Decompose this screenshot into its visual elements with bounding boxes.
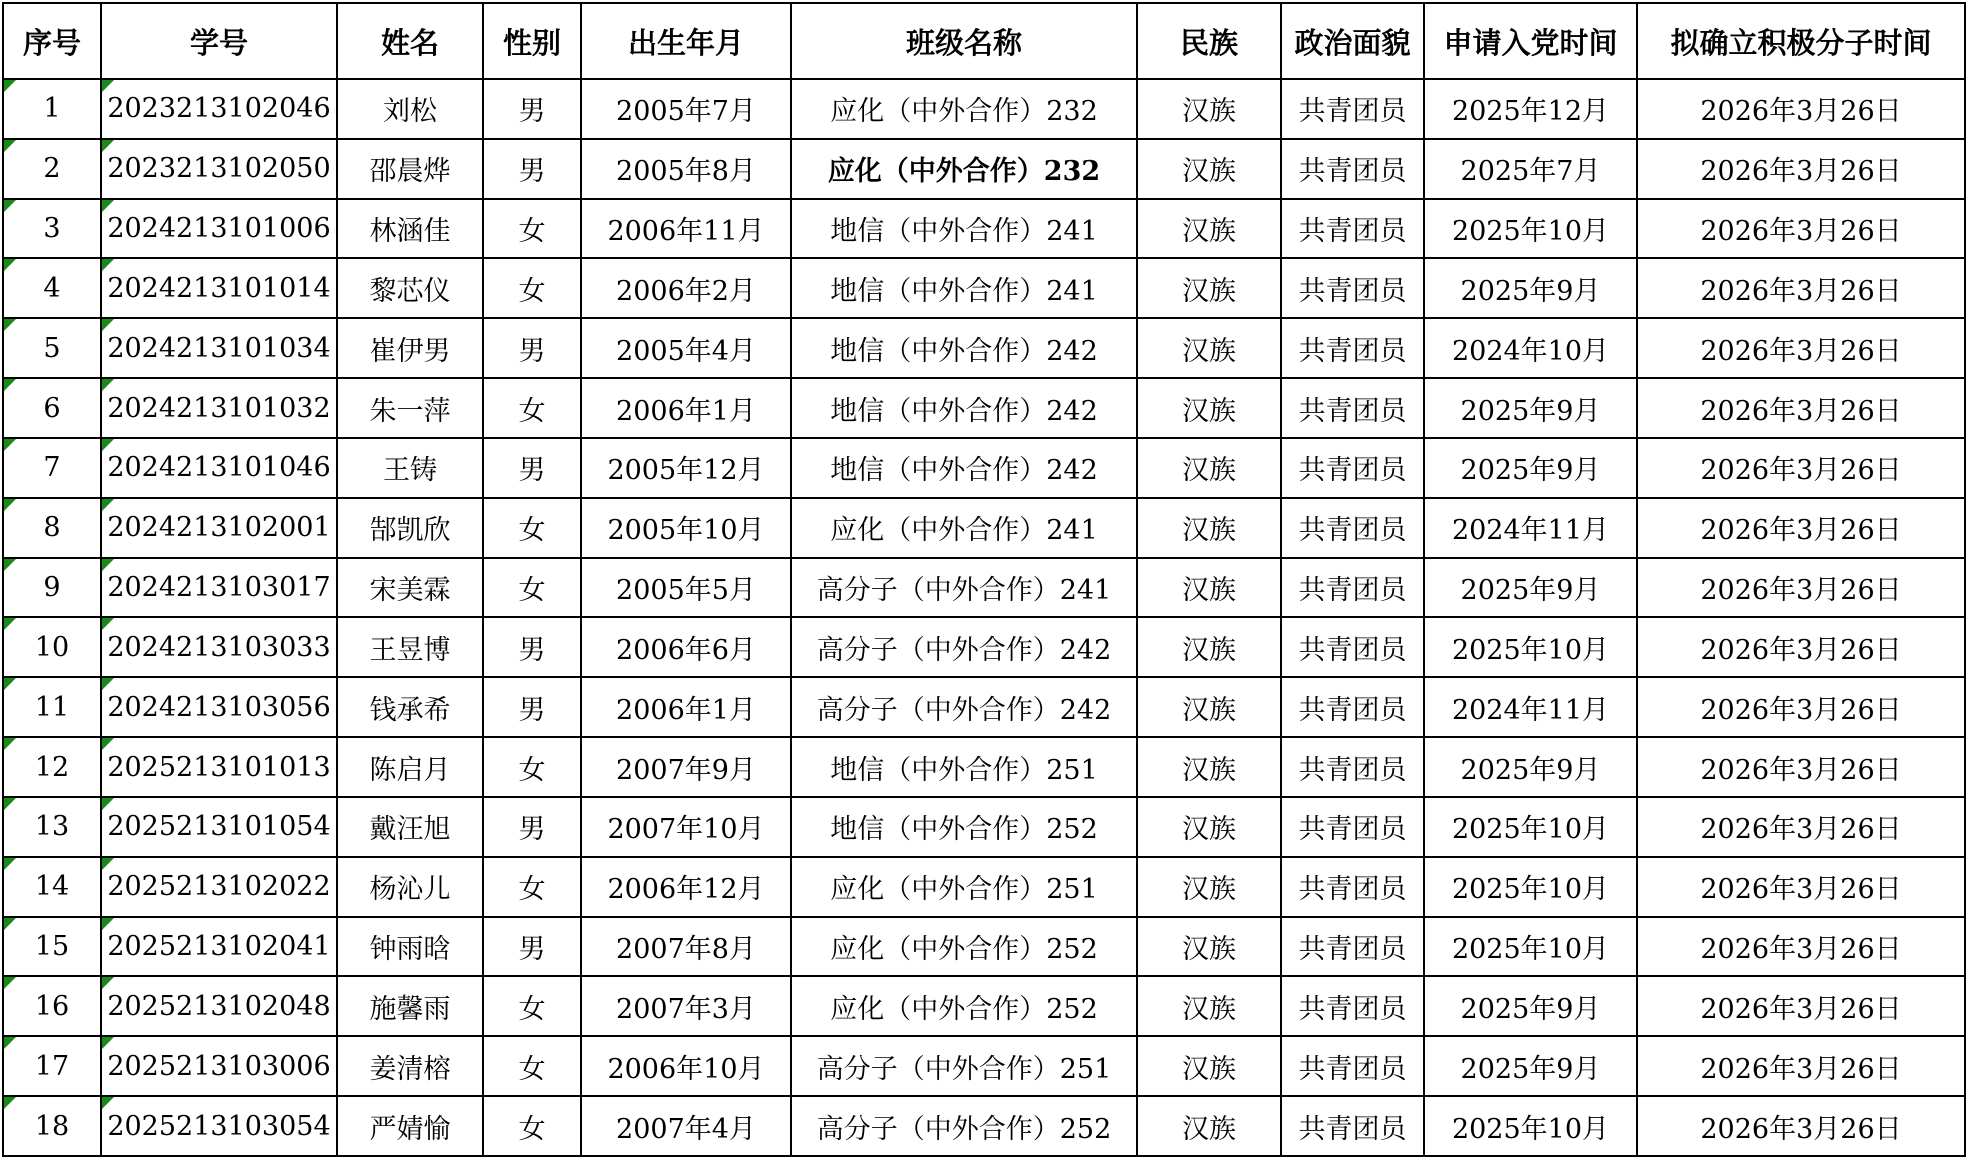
cell-political-status[interactable]: 共青团员: [1281, 677, 1424, 737]
cell-name[interactable]: 钟雨晗: [337, 917, 483, 977]
cell-seq[interactable]: 16: [3, 976, 101, 1036]
cell-activist-date[interactable]: 2026年3月26日: [1637, 1036, 1965, 1096]
cell-student-id[interactable]: 2025213102022: [101, 857, 337, 917]
cell-name[interactable]: 崔伊男: [337, 318, 483, 378]
cell-gender[interactable]: 男: [483, 318, 581, 378]
cell-name[interactable]: 朱一萍: [337, 378, 483, 438]
cell-class-name[interactable]: 应化（中外合作）252: [791, 917, 1137, 977]
cell-application-date[interactable]: 2025年10月: [1424, 857, 1637, 917]
cell-birth-month[interactable]: 2006年1月: [581, 378, 791, 438]
student-table: [2, 2, 1966, 1157]
table-row: [3, 797, 1965, 857]
cell-gender[interactable]: 女: [483, 558, 581, 618]
cell-application-date[interactable]: 2025年10月: [1424, 199, 1637, 259]
cell-student-id[interactable]: 2024213103033: [101, 617, 337, 677]
cell-birth-month[interactable]: 2005年12月: [581, 438, 791, 498]
header-political-status: 政治面貌: [1281, 3, 1424, 79]
table-row: [3, 258, 1965, 318]
cell-activist-date[interactable]: 2026年3月26日: [1637, 438, 1965, 498]
cell-political-status[interactable]: 共青团员: [1281, 139, 1424, 199]
cell-application-date[interactable]: 2025年9月: [1424, 558, 1637, 618]
cell-gender[interactable]: 女: [483, 199, 581, 259]
cell-activist-date[interactable]: 2026年3月26日: [1637, 558, 1965, 618]
cell-name[interactable]: 宋美霖: [337, 558, 483, 618]
table-row: [3, 438, 1965, 498]
cell-class-name[interactable]: 高分子（中外合作）242: [791, 677, 1137, 737]
header-row: [3, 3, 1965, 79]
cell-class-name[interactable]: 应化（中外合作）232: [791, 79, 1137, 139]
cell-student-id[interactable]: 2025213103054: [101, 1096, 337, 1156]
cell-ethnicity[interactable]: 汉族: [1137, 558, 1281, 618]
cell-activist-date[interactable]: 2026年3月26日: [1637, 498, 1965, 558]
cell-birth-month[interactable]: 2005年8月: [581, 139, 791, 199]
table-header: [3, 3, 1965, 79]
header-ethnicity: 民族: [1137, 3, 1281, 79]
table-row: [3, 917, 1965, 977]
cell-political-status[interactable]: 共青团员: [1281, 617, 1424, 677]
cell-gender[interactable]: 男: [483, 797, 581, 857]
cell-application-date[interactable]: 2025年10月: [1424, 1096, 1637, 1156]
cell-name[interactable]: 杨沁儿: [337, 857, 483, 917]
cell-name[interactable]: 林涵佳: [337, 199, 483, 259]
cell-gender[interactable]: 男: [483, 677, 581, 737]
cell-application-date[interactable]: 2025年9月: [1424, 378, 1637, 438]
header-seq: 序号: [3, 3, 101, 79]
cell-seq[interactable]: 12: [3, 737, 101, 797]
cell-political-status[interactable]: 共青团员: [1281, 558, 1424, 618]
cell-ethnicity[interactable]: 汉族: [1137, 438, 1281, 498]
table-row: [3, 857, 1965, 917]
cell-gender[interactable]: 女: [483, 378, 581, 438]
table-row: [3, 318, 1965, 378]
cell-class-name[interactable]: 高分子（中外合作）242: [791, 617, 1137, 677]
cell-gender[interactable]: 女: [483, 857, 581, 917]
cell-class-name[interactable]: 高分子（中外合作）241: [791, 558, 1137, 618]
cell-political-status[interactable]: 共青团员: [1281, 318, 1424, 378]
cell-class-name[interactable]: 地信（中外合作）242: [791, 378, 1137, 438]
cell-seq[interactable]: 2: [3, 139, 101, 199]
cell-student-id[interactable]: 2023213102050: [101, 139, 337, 199]
cell-name[interactable]: 钱承希: [337, 677, 483, 737]
cell-seq[interactable]: 5: [3, 318, 101, 378]
cell-name[interactable]: 邵晨烨: [337, 139, 483, 199]
cell-class-name[interactable]: 应化（中外合作）251: [791, 857, 1137, 917]
cell-activist-date[interactable]: 2026年3月26日: [1637, 199, 1965, 259]
cell-application-date[interactable]: 2025年9月: [1424, 737, 1637, 797]
cell-political-status[interactable]: 共青团员: [1281, 79, 1424, 139]
cell-birth-month[interactable]: 2006年10月: [581, 1036, 791, 1096]
cell-class-name[interactable]: 应化（中外合作）232: [791, 139, 1137, 199]
table-row: [3, 378, 1965, 438]
table-row: [3, 558, 1965, 618]
cell-seq[interactable]: 8: [3, 498, 101, 558]
cell-birth-month[interactable]: 2007年8月: [581, 917, 791, 977]
cell-activist-date[interactable]: 2026年3月26日: [1637, 258, 1965, 318]
cell-ethnicity[interactable]: 汉族: [1137, 737, 1281, 797]
cell-student-id[interactable]: 2024213102001: [101, 498, 337, 558]
cell-gender[interactable]: 男: [483, 79, 581, 139]
table-row: [3, 1036, 1965, 1096]
cell-application-date[interactable]: 2025年9月: [1424, 258, 1637, 318]
cell-class-name[interactable]: 高分子（中外合作）252: [791, 1096, 1137, 1156]
cell-class-name[interactable]: 地信（中外合作）242: [791, 438, 1137, 498]
cell-class-name[interactable]: 应化（中外合作）252: [791, 976, 1137, 1036]
cell-application-date[interactable]: 2025年10月: [1424, 917, 1637, 977]
header-name: 姓名: [337, 3, 483, 79]
table-row: [3, 737, 1965, 797]
cell-gender[interactable]: 男: [483, 917, 581, 977]
cell-ethnicity[interactable]: 汉族: [1137, 1096, 1281, 1156]
cell-gender[interactable]: 女: [483, 737, 581, 797]
cell-political-status[interactable]: 共青团员: [1281, 438, 1424, 498]
cell-name[interactable]: 严婧愉: [337, 1096, 483, 1156]
cell-gender[interactable]: 女: [483, 498, 581, 558]
cell-ethnicity[interactable]: 汉族: [1137, 677, 1281, 737]
cell-activist-date[interactable]: 2026年3月26日: [1637, 857, 1965, 917]
cell-activist-date[interactable]: 2026年3月26日: [1637, 1096, 1965, 1156]
cell-class-name[interactable]: 地信（中外合作）241: [791, 199, 1137, 259]
header-application-date: 申请入党时间: [1424, 3, 1637, 79]
cell-name[interactable]: 姜清榕: [337, 1036, 483, 1096]
cell-ethnicity[interactable]: 汉族: [1137, 199, 1281, 259]
cell-political-status[interactable]: 共青团员: [1281, 1036, 1424, 1096]
cell-birth-month[interactable]: 2007年3月: [581, 976, 791, 1036]
cell-birth-month[interactable]: 2006年12月: [581, 857, 791, 917]
cell-name[interactable]: 郜凯欣: [337, 498, 483, 558]
cell-gender[interactable]: 男: [483, 438, 581, 498]
cell-ethnicity[interactable]: 汉族: [1137, 378, 1281, 438]
cell-application-date[interactable]: 2024年11月: [1424, 498, 1637, 558]
cell-birth-month[interactable]: 2006年6月: [581, 617, 791, 677]
cell-ethnicity[interactable]: 汉族: [1137, 857, 1281, 917]
cell-seq[interactable]: 14: [3, 857, 101, 917]
cell-student-id[interactable]: 2024213101034: [101, 318, 337, 378]
cell-student-id[interactable]: 2025213103006: [101, 1036, 337, 1096]
cell-activist-date[interactable]: 2026年3月26日: [1637, 318, 1965, 378]
cell-political-status[interactable]: 共青团员: [1281, 976, 1424, 1036]
cell-seq[interactable]: 9: [3, 558, 101, 618]
cell-ethnicity[interactable]: 汉族: [1137, 258, 1281, 318]
cell-application-date[interactable]: 2025年10月: [1424, 797, 1637, 857]
cell-application-date[interactable]: 2024年11月: [1424, 677, 1637, 737]
cell-gender[interactable]: 女: [483, 1036, 581, 1096]
cell-political-status[interactable]: 共青团员: [1281, 737, 1424, 797]
cell-seq[interactable]: 3: [3, 199, 101, 259]
cell-activist-date[interactable]: 2026年3月26日: [1637, 79, 1965, 139]
cell-application-date[interactable]: 2025年9月: [1424, 438, 1637, 498]
cell-gender[interactable]: 男: [483, 617, 581, 677]
cell-activist-date[interactable]: 2026年3月26日: [1637, 917, 1965, 977]
cell-birth-month[interactable]: 2005年10月: [581, 498, 791, 558]
cell-political-status[interactable]: 共青团员: [1281, 199, 1424, 259]
cell-birth-month[interactable]: 2005年4月: [581, 318, 791, 378]
cell-application-date[interactable]: 2025年9月: [1424, 1036, 1637, 1096]
header-activist-date: 拟确立积极分子时间: [1637, 3, 1965, 79]
cell-application-date[interactable]: 2025年10月: [1424, 617, 1637, 677]
cell-student-id[interactable]: 2025213102048: [101, 976, 337, 1036]
cell-birth-month[interactable]: 2005年5月: [581, 558, 791, 618]
cell-ethnicity[interactable]: 汉族: [1137, 797, 1281, 857]
cell-seq[interactable]: 10: [3, 617, 101, 677]
cell-gender[interactable]: 女: [483, 976, 581, 1036]
cell-birth-month[interactable]: 2007年9月: [581, 737, 791, 797]
cell-political-status[interactable]: 共青团员: [1281, 797, 1424, 857]
cell-student-id[interactable]: 2025213101013: [101, 737, 337, 797]
cell-student-id[interactable]: 2024213101014: [101, 258, 337, 318]
cell-application-date[interactable]: 2025年12月: [1424, 79, 1637, 139]
cell-name[interactable]: 黎芯仪: [337, 258, 483, 318]
cell-class-name[interactable]: 应化（中外合作）241: [791, 498, 1137, 558]
cell-name[interactable]: 陈启月: [337, 737, 483, 797]
cell-seq[interactable]: 1: [3, 79, 101, 139]
header-class-name: 班级名称: [791, 3, 1137, 79]
cell-birth-month[interactable]: 2006年11月: [581, 199, 791, 259]
cell-ethnicity[interactable]: 汉族: [1137, 79, 1281, 139]
table-row: [3, 79, 1965, 139]
cell-seq[interactable]: 6: [3, 378, 101, 438]
cell-seq[interactable]: 18: [3, 1096, 101, 1156]
table-row: [3, 617, 1965, 677]
cell-political-status[interactable]: 共青团员: [1281, 1096, 1424, 1156]
cell-ethnicity[interactable]: 汉族: [1137, 917, 1281, 977]
cell-seq[interactable]: 11: [3, 677, 101, 737]
cell-seq[interactable]: 17: [3, 1036, 101, 1096]
cell-seq[interactable]: 15: [3, 917, 101, 977]
cell-name[interactable]: 戴汪旭: [337, 797, 483, 857]
cell-activist-date[interactable]: 2026年3月26日: [1637, 139, 1965, 199]
cell-name[interactable]: 王铸: [337, 438, 483, 498]
cell-political-status[interactable]: 共青团员: [1281, 917, 1424, 977]
cell-ethnicity[interactable]: 汉族: [1137, 976, 1281, 1036]
cell-seq[interactable]: 7: [3, 438, 101, 498]
cell-ethnicity[interactable]: 汉族: [1137, 498, 1281, 558]
cell-student-id[interactable]: 2025213101054: [101, 797, 337, 857]
cell-student-id[interactable]: 2025213102041: [101, 917, 337, 977]
cell-ethnicity[interactable]: 汉族: [1137, 617, 1281, 677]
header-gender: 性别: [483, 3, 581, 79]
cell-ethnicity[interactable]: 汉族: [1137, 1036, 1281, 1096]
cell-activist-date[interactable]: 2026年3月26日: [1637, 677, 1965, 737]
cell-gender[interactable]: 女: [483, 1096, 581, 1156]
cell-student-id[interactable]: 2024213101046: [101, 438, 337, 498]
cell-class-name[interactable]: 地信（中外合作）252: [791, 797, 1137, 857]
cell-political-status[interactable]: 共青团员: [1281, 498, 1424, 558]
cell-student-id[interactable]: 2023213102046: [101, 79, 337, 139]
cell-political-status[interactable]: 共青团员: [1281, 857, 1424, 917]
cell-activist-date[interactable]: 2026年3月26日: [1637, 797, 1965, 857]
cell-ethnicity[interactable]: 汉族: [1137, 139, 1281, 199]
cell-class-name[interactable]: 地信（中外合作）241: [791, 258, 1137, 318]
cell-birth-month[interactable]: 2006年1月: [581, 677, 791, 737]
cell-ethnicity[interactable]: 汉族: [1137, 318, 1281, 378]
cell-birth-month[interactable]: 2007年4月: [581, 1096, 791, 1156]
table-row: [3, 677, 1965, 737]
cell-gender[interactable]: 男: [483, 139, 581, 199]
cell-activist-date[interactable]: 2026年3月26日: [1637, 737, 1965, 797]
cell-political-status[interactable]: 共青团员: [1281, 258, 1424, 318]
table-row: [3, 1096, 1965, 1156]
cell-student-id[interactable]: 2024213103017: [101, 558, 337, 618]
cell-birth-month[interactable]: 2006年2月: [581, 258, 791, 318]
cell-student-id[interactable]: 2024213103056: [101, 677, 337, 737]
cell-birth-month[interactable]: 2007年10月: [581, 797, 791, 857]
cell-class-name[interactable]: 地信（中外合作）242: [791, 318, 1137, 378]
table-body: [3, 79, 1965, 1156]
cell-name[interactable]: 施馨雨: [337, 976, 483, 1036]
table-row: [3, 199, 1965, 259]
table-row: [3, 976, 1965, 1036]
cell-activist-date[interactable]: 2026年3月26日: [1637, 976, 1965, 1036]
cell-application-date[interactable]: 2025年7月: [1424, 139, 1637, 199]
cell-seq[interactable]: 13: [3, 797, 101, 857]
table-row: [3, 139, 1965, 199]
cell-political-status[interactable]: 共青团员: [1281, 378, 1424, 438]
cell-class-name[interactable]: 地信（中外合作）251: [791, 737, 1137, 797]
cell-name[interactable]: 刘松: [337, 79, 483, 139]
cell-student-id[interactable]: 2024213101032: [101, 378, 337, 438]
header-student-id: 学号: [101, 3, 337, 79]
cell-birth-month[interactable]: 2005年7月: [581, 79, 791, 139]
cell-name[interactable]: 王昱博: [337, 617, 483, 677]
cell-activist-date[interactable]: 2026年3月26日: [1637, 617, 1965, 677]
cell-application-date[interactable]: 2025年9月: [1424, 976, 1637, 1036]
header-birth-month: 出生年月: [581, 3, 791, 79]
cell-student-id[interactable]: 2024213101006: [101, 199, 337, 259]
table-row: [3, 498, 1965, 558]
cell-class-name[interactable]: 高分子（中外合作）251: [791, 1036, 1137, 1096]
cell-seq[interactable]: 4: [3, 258, 101, 318]
cell-application-date[interactable]: 2024年10月: [1424, 318, 1637, 378]
cell-gender[interactable]: 女: [483, 258, 581, 318]
cell-activist-date[interactable]: 2026年3月26日: [1637, 378, 1965, 438]
